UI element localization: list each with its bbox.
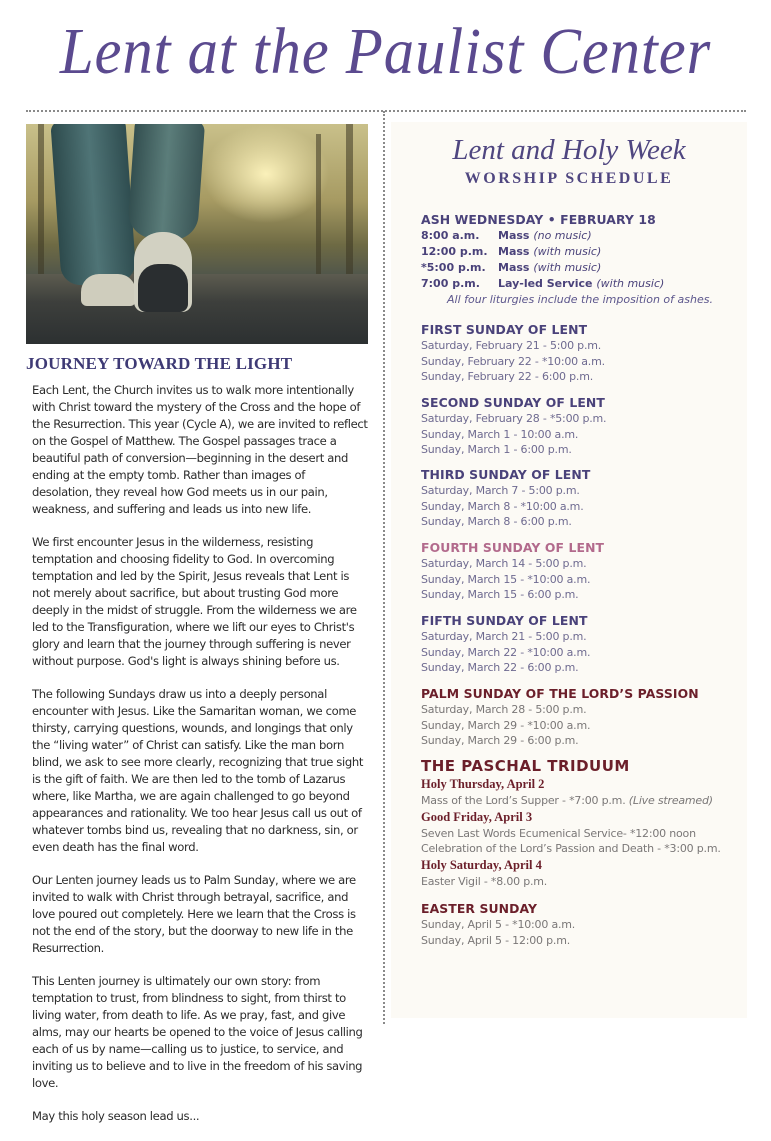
easter-section	[421, 901, 741, 948]
article-body	[32, 382, 368, 1141]
schedule-time: Sunday, March 15 - *10:00 a.m.	[421, 572, 591, 586]
schedule-time: Sunday, April 5 - 12:00 p.m.	[421, 933, 571, 947]
triduum-day: Good Friday, April 3	[421, 809, 533, 824]
article-paragraph: We first encounter Jesus in the wilderness, resisting temptation and choosing fidelity to God. In overcoming temptation and led by the Spirit, Jesus reveals that Lent is not merely about sacrifice, but about trusting God more deeply in the midst of struggle. From the wilderness we are led to the Transfiguration, where we lift our eyes to Christ's glory and learn that the journey through suffering is never without purpose. God's light is always shining before us.	[32, 535, 357, 668]
ash-note: (with music)	[533, 261, 602, 274]
schedule-time: Saturday, March 21 - 5:00 p.m.	[421, 630, 587, 643]
walking-photo	[26, 124, 368, 344]
section-heading: PALM SUNDAY OF THE LORD’S PASSION	[421, 686, 699, 701]
article-paragraph: The following Sundays draw us into a deeply personal encounter with Jesus. Like the Samaritan woman, we come thirsty, carrying questions, wounds, and longings that only the “living water” of Christ can satisfy. Like the man born blind, we ask to see more clearly, recognizing that true sight is the gift of faith. We are then led to the tomb of Lazarus where, like Martha, we are again challenged to go beyond appearances and rationality. We too hear Jesus call us out of whatever tombs bind us, revealing that no darkness, sin, or even death has the final word.	[32, 687, 364, 854]
ash-time: 7:00 p.m.	[421, 277, 480, 290]
schedule-time: Sunday, March 29 - 6:00 p.m.	[421, 734, 579, 747]
triduum-item: Easter Vigil - *8.00 p.m.	[421, 874, 548, 888]
ash-time: 8:00 a.m.	[421, 229, 480, 242]
photo-tree	[316, 134, 321, 274]
section-heading: ASH WEDNESDAY • FEBRUARY 18	[421, 212, 656, 227]
schedule-time: Sunday, March 22 - 6:00 p.m.	[421, 661, 579, 674]
ash-note: (with music)	[596, 277, 665, 290]
sunday-section	[421, 395, 741, 458]
palm-sunday-section	[421, 686, 741, 749]
ash-footnote: All four liturgies include the imposition of ashes.	[447, 293, 713, 306]
ash-note: (with music)	[533, 245, 602, 258]
ash-row	[421, 276, 741, 292]
schedule-time: Saturday, February 28 - *5:00 p.m.	[421, 412, 607, 425]
photo-leg-right	[127, 124, 205, 241]
ash-row	[421, 228, 741, 244]
section-heading: SECOND SUNDAY OF LENT	[421, 395, 605, 410]
section-heading: FOURTH SUNDAY OF LENT	[421, 540, 605, 555]
schedule-time: Saturday, February 21 - 5:00 p.m.	[421, 339, 602, 352]
triduum-item: Seven Last Words Ecumenical Service- *12:00 noon	[421, 826, 696, 840]
schedule-time: Sunday, March 15 - 6:00 p.m.	[421, 588, 579, 601]
horizontal-divider	[26, 110, 746, 112]
schedule-time: Sunday, March 1 - 6:00 p.m.	[421, 443, 572, 456]
schedule-time: Sunday, March 8 - 6:00 p.m.	[421, 515, 572, 528]
schedule-time: Sunday, March 22 - *10:00 a.m.	[421, 645, 591, 659]
photo-leg-left	[50, 124, 136, 286]
schedule-time: Sunday, March 1 - 10:00 a.m.	[421, 427, 579, 441]
triduum-item-note: (Live streamed)	[628, 794, 713, 807]
photo-shoe-left	[81, 274, 136, 306]
schedule-time: Sunday, March 29 - *10:00 a.m.	[421, 718, 591, 732]
schedule-time: Sunday, April 5 - *10:00 a.m.	[421, 918, 576, 931]
sunday-section	[421, 467, 741, 530]
schedule-time: Saturday, March 14 - 5:00 p.m.	[421, 557, 587, 570]
ash-wednesday-section	[421, 212, 741, 307]
triduum-item	[421, 793, 741, 809]
section-heading: THE PASCHAL TRIDUUM	[421, 757, 630, 775]
ash-service: Mass	[498, 245, 530, 258]
schedule-time: Sunday, February 22 - 6:00 p.m.	[421, 370, 594, 383]
triduum-item: Celebration of the Lord’s Passion and Death - *3:00 p.m.	[421, 842, 721, 855]
sunday-section	[421, 322, 741, 385]
article-heading: JOURNEY TOWARD THE LIGHT	[26, 354, 293, 373]
article-paragraph: May this holy season lead us...	[32, 1109, 200, 1123]
section-heading: FIRST SUNDAY OF LENT	[421, 322, 588, 337]
ash-service: Mass	[498, 261, 530, 274]
triduum-day: Holy Thursday, April 2	[421, 777, 545, 791]
schedule-title: Lent and Holy Week	[452, 134, 686, 166]
ash-time: *5:00 p.m.	[421, 261, 486, 274]
schedule-subtitle: WORSHIP SCHEDULE	[464, 170, 674, 187]
triduum-day: Holy Saturday, April 4	[421, 857, 542, 872]
ash-row	[421, 244, 741, 260]
photo-tree	[346, 124, 353, 274]
schedule-time: Saturday, March 28 - 5:00 p.m.	[421, 703, 587, 716]
article-paragraph: This Lenten journey is ultimately our own story: from temptation to trust, from blindness to sight, from thirst to living water, from death to life. As we pray, fast, and give alms, may our hearts be opened to the voice of Jesus calling each of us by name—calling us to justice, to service, and inviting us to believe and to live in the freedom of his saving love.	[32, 974, 363, 1090]
sunday-section	[421, 540, 741, 603]
vertical-divider	[383, 111, 385, 1024]
article-paragraph: Our Lenten journey leads us to Palm Sunday, where we are invited to walk with Christ through betrayal, sacrifice, and love poured out completely. Here we learn that the Cross is not the end of the story, but the doorway to new life in the Resurrection.	[32, 873, 356, 955]
ash-service: Lay-led Service	[498, 277, 593, 290]
schedule-time: Sunday, March 8 - *10:00 a.m.	[421, 499, 584, 513]
page-title: Lent at the Paulist Center	[59, 15, 712, 88]
article-paragraph: Each Lent, the Church invites us to walk more intentionally with Christ toward the mystery of the Cross and the hope of the Resurrection. This year (Cycle A), we are invited to reflect on the Gospel of Matthew. The Gospel passages trace a beautiful path of conversion—beginning in the desert and ending at the empty tomb. Rather than images of desolation, they reveal how God meets us in our pain, weakness, and suffering and leads us into new life.	[32, 383, 368, 516]
schedule-time: Saturday, March 7 - 5:00 p.m.	[421, 484, 580, 497]
section-heading: THIRD SUNDAY OF LENT	[421, 467, 591, 482]
section-heading: EASTER SUNDAY	[421, 901, 538, 916]
sunday-section	[421, 613, 741, 676]
photo-tree	[38, 124, 44, 274]
section-heading: FIFTH SUNDAY OF LENT	[421, 613, 588, 628]
schedule-time: Sunday, February 22 - *10:00 a.m.	[421, 354, 605, 368]
ash-time: 12:00 p.m.	[421, 245, 488, 258]
ash-row	[421, 260, 741, 276]
triduum-section	[421, 756, 741, 889]
ash-service: Mass	[498, 229, 530, 242]
photo-shoe-sole	[138, 264, 188, 312]
triduum-item-text: Mass of the Lord’s Supper - *7:00 p.m.	[421, 794, 629, 807]
ash-note: (no music)	[533, 229, 592, 242]
